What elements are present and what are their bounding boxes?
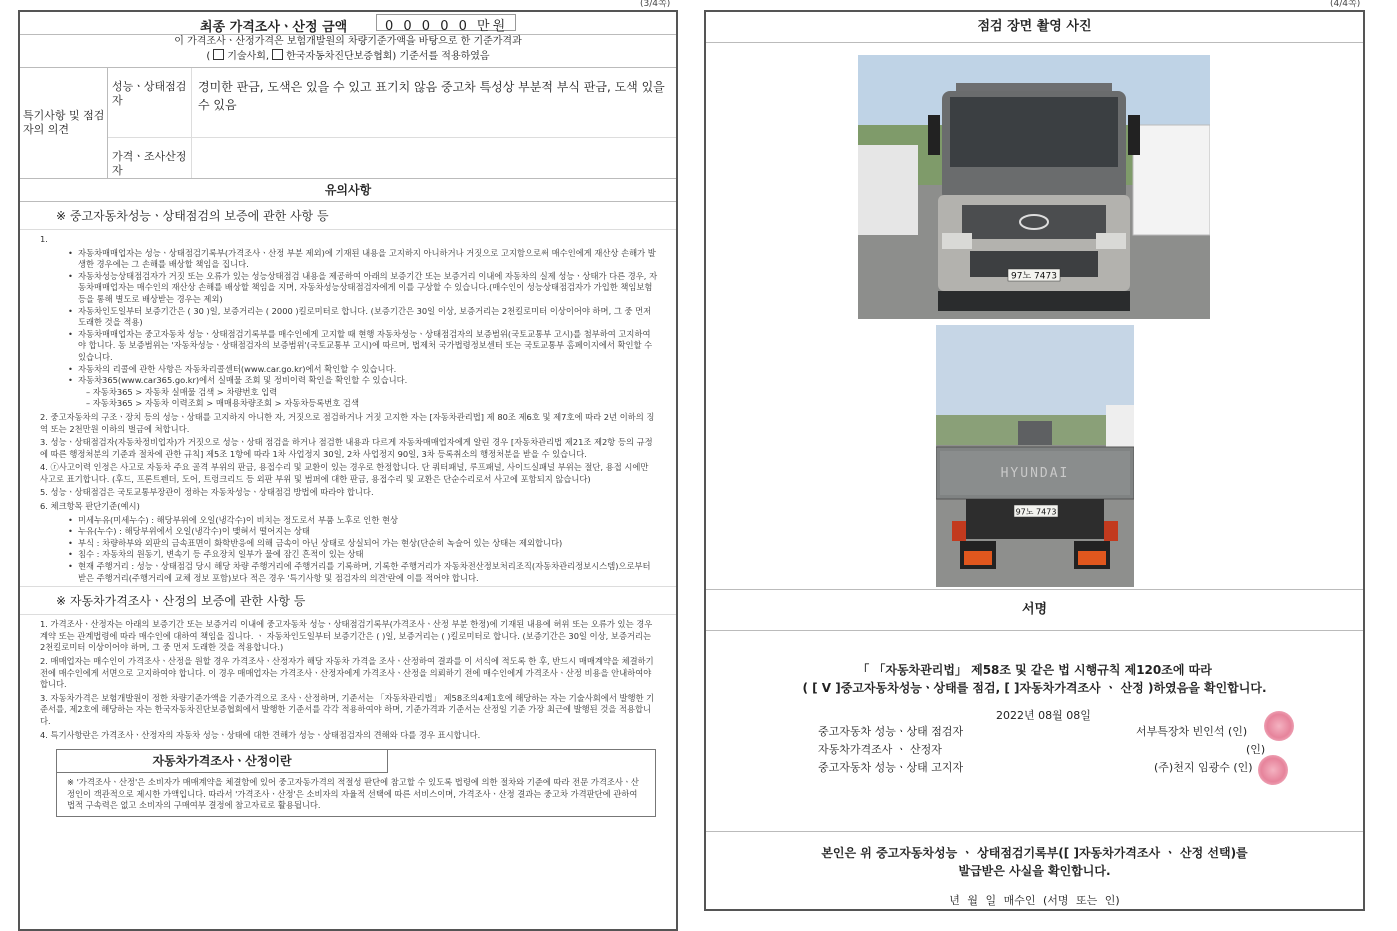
truck-front-photo	[858, 55, 1210, 319]
valuation-definition-title: 자동차가격조사ㆍ산정이란	[57, 750, 388, 773]
signature-date: 2022년 08월 08일	[996, 709, 1091, 722]
rear-brand-text: HYUNDAI	[1000, 466, 1070, 481]
notice-subhead-inspection: ※ 중고자동차성능ㆍ상태점검의 보증에 관한 사항 등	[20, 202, 676, 230]
valuation-note-2: 2. 매매업자는 매수인이 가격조사ㆍ산정을 원할 경우 가격조사ㆍ산정자가 해당 자동차 가격을 조사ㆍ산정하여 결과를 이 서식에 적도록 한 후, 반드시 매매계약을 체결하기 전에 매수인에게 서면으로 고지하여야 합니다. 이 경우 매매업자는 가격조사ㆍ산정자에게 가격조사ㆍ산정을 의뢰하기 전에 매수인에게 가격조사ㆍ산정 비용을 안내하여야 합니다.	[40, 656, 654, 690]
right-page	[704, 10, 1365, 911]
note-1-number: 1.	[40, 234, 48, 244]
price-amount: 0 0 0 0 0 만원	[376, 14, 516, 31]
note-5: 5. 성능ㆍ상태점검은 국토교통부장관이 정하는 자동차성능ㆍ상태점검 방법에 따라야 합니다.	[40, 487, 374, 498]
note-6-bullet-2: • 누유(누수) : 해당부위에서 오일(냉각수)이 맺혀서 떨어지는 상태	[40, 526, 658, 538]
note-4: 4. ⓡ사고이력 인정은 사고로 자동차 주요 골격 부위의 판금, 용접수리 및 교환이 있는 경우로 한정합니다. 단 쿼터패널, 루프패널, 사이드실패널 부위는 절단, 용접 시에만 사고로 표기합니다. (후드, 프론트펜더, 도어, 트렁크리드 등 외판 부위 및 범퍼에 대한 판금, 용접수리 및 교환은 단순수리로서 사고에 포함되지 않습니다)	[40, 462, 649, 484]
price-basis-line2	[20, 49, 676, 68]
inspector-name: 서부특장차 빈인석 (인)	[1136, 725, 1248, 738]
opinion-label: 특기사항 및 점검자의 의견	[20, 68, 108, 178]
note-6-bullet-4: • 침수 : 자동차의 원동기, 변속기 등 주요장치 일부가 물에 잠긴 흔적이 있는 상태	[40, 549, 658, 561]
buyer-signature-line: 년 월 일 매수인 (서명 또는 인)	[949, 894, 1120, 907]
notice-title: 유의사항	[20, 179, 676, 202]
valuation-definition-text: ※ '가격조사ㆍ산정'은 소비자가 매매계약을 체결함에 있어 중고자동가격의 적절성 판단에 참고할 수 있도록 법령에 의한 절차와 기준에 따라 전문 가격조사ㆍ산정인이 객관적으로 제시한 가액입니다. 따라서 '가격조사ㆍ산정'은 소비자의 자율적 선택에 따른 서비스이며, 가격조사ㆍ산정 결과는 중고차 가격판단에 관하여 법적 구속력은 없고 소비자의 구매여부 결정에 참고자료로 활용됩니다.	[67, 777, 639, 811]
assessor-seal: (인)	[1246, 743, 1266, 756]
notice-subhead-valuation: ※ 자동차가격조사ㆍ산정의 보증에 관한 사항 등	[20, 586, 676, 615]
basis-paren: (	[206, 51, 211, 62]
page-number-left: (3/4쪽)	[640, 0, 671, 9]
confirmation-line-2: ( [ V ]중고자동차성능ㆍ상태를 점검, [ ]자동차가격조사 ㆍ 산정 )하였음을 확인합니다.	[802, 681, 1267, 695]
opinion-section	[20, 68, 676, 179]
photo-section	[706, 43, 1363, 590]
price-assessor-opinion	[192, 138, 676, 178]
note-2: 2. 중고자동차의 구조ㆍ장치 등의 성능ㆍ상태를 고지하지 아니한 자, 거짓으로 점검하거나 거짓 고지한 자는 [자동차관리법] 제 80조 제6호 및 제7호에 따라 2년 이하의 징역 또는 2천만원 이하의 벌금에 처합니다.	[40, 411, 655, 434]
notifier-stamp	[1258, 755, 1288, 785]
note-1-dash-2: – 자동차365 > 자동차 이력조회 > 매매용차량조회 > 자동차등록번호 검색	[86, 398, 359, 409]
basis-tech-association: 기술사회,	[227, 51, 270, 62]
signature-confirmation	[706, 661, 1363, 697]
price-basis-line1: 이 가격조사ㆍ산정가격은 보험개발원의 차량기준가액을 바탕으로 한 기준가격과	[174, 36, 522, 47]
price-title: 최종 가격조사ㆍ산정 금액	[200, 20, 348, 35]
price-assessor-label: 가격ㆍ조사산정자	[108, 138, 192, 178]
page-number-right: (4/4쪽)	[1330, 0, 1361, 9]
inspection-notes	[20, 230, 676, 586]
receipt-line-2: 발급받은 사실을 확인합니다.	[958, 864, 1111, 878]
note-6-bullet-1: • 미세누유(미세누수) : 해당부위에 오일(냉각수)이 비치는 정도로서 부품 노후로 인한 현상	[40, 515, 658, 527]
basis-diagnosis-association: 한국자동차진단보증협회) 기준서를 적용하였음	[286, 51, 490, 62]
note-1-bullet-5: • 자동차의 리콜에 관한 사항은 자동차리콜센터(www.car.go.kr)에서 확인할 수 있습니다.	[40, 364, 658, 376]
note-1-bullet-2: • 자동차성능상태점검자가 거짓 또는 오류가 있는 성능상태점검 내용을 제공하여 아래의 보증기간 또는 보증거리 이내에 자동차의 실제 성능ㆍ상태가 다른 경우, 자동차매매업자는 매수인의 재산상 손해를 배상할 책임을 지며, 자동차성능상태점검자에게 이를 구상할 수 있습니다.(매수인이 성능상태점검자가 가입한 책임보험 등을 통해 별도로 배상받는 경우는 제외)	[40, 271, 658, 306]
note-6-bullet-5: • 현재 주행거리 : 성능ㆍ상태점검 당시 해당 차량 주행거리에 주행거리를 기록하며, 기록한 주행거리가 자동차전산정보처리조직(자동차관리정보시스템)으로부터 받은 주행거리(주행거리에 교체 정보 포함)보다 적은 경우 '특기사항 및 점검자의 의견'란에 이를 적어야 합니다.	[40, 561, 658, 584]
valuation-note-4: 4. 특기사항란은 가격조사ㆍ산정자의 자동차 성능ㆍ상태에 대한 견해가 성능ㆍ상태점검자의 견해와 다를 경우 표시합니다.	[40, 729, 481, 740]
role-assessor: 자동차가격조사 ㆍ 산정자	[818, 743, 942, 756]
note-3: 3. 성능ㆍ상태점검자(자동차정비업자)가 거짓으로 성능ㆍ상태 점검을 하거나 점검한 내용과 다르게 자동차매매업자에게 알린 경우 [자동차관리법 제21조 제2항 등의 규정에 따른 행정처분의 기준과 절차에 관한 규칙] 제5조 1항에 따라 1차 사업정지 30일, 2차 사업정지 90일, 3차 등록취소의 행정처분을 받을 수 있습니다.	[40, 437, 653, 459]
perf-inspector-label: 성능ㆍ상태점검자	[108, 68, 192, 137]
valuation-note-1: 1. 가격조사ㆍ산정자는 아래의 보증기간 또는 보증거리 이내에 중고자동차 성능ㆍ상태점검기록부(가격조사ㆍ산정 부분 한정)에 기재된 내용에 허위 또는 오류가 있는 경우 계약 또는 관계법령에 따라 매수인에 대하여 책임을 집니다. ㆍ 자동차인도일부터 보증기간은 ( )일, 보증거리는 ( )킬로미터로 합니다. (보증기간은 30일 이상, 보증거리는 2천킬로미터 이상이어야 하며, 그 중 먼저 도래한 것을 적용합니다.)	[40, 619, 653, 653]
note-6: 6. 체크항목 판단기준(예시)	[40, 501, 140, 512]
note-1-bullet-3: • 자동차인도일부터 보증기간은 ( 30 )일, 보증거리는 ( 2000 )킬로미터로 합니다. (보증기간은 30일 이상, 보증거리는 2천킬로미터 이상이어야 하며, 그 중 먼저 도래한 것을 적용)	[40, 306, 658, 329]
confirmation-line-1: 「 「자동차관리법」 제58조 및 같은 법 시행규칙 제120조에 따라	[857, 663, 1212, 677]
perf-inspector-opinion: 경미한 판금, 도색은 있을 수 있고 표기치 않음 중고차 특성상 부분적 부식 판금, 도색 있을 수 있음	[198, 80, 665, 112]
front-plate-text: 97노 7473	[1011, 271, 1057, 282]
receipt-line-1: 본인은 위 중고자동차성능 ㆍ 상태점검기록부([ ]자동차가격조사 ㆍ 산정 선택)를	[821, 846, 1248, 860]
rear-plate-text: 97노 7473	[1015, 507, 1057, 517]
price-header	[20, 12, 676, 35]
signature-title: 서명	[706, 590, 1363, 631]
signature-section	[706, 631, 1363, 832]
note-6-bullet-3: • 부식 : 차량하부와 외판의 금속표면이 화학반응에 의해 금속이 아닌 상태로 상실되어 가는 현상(단순히 녹슬어 있는 상태는 제외합니다)	[40, 538, 658, 550]
role-inspector: 중고자동차 성능ㆍ상태 점검자	[818, 725, 964, 738]
valuation-definition-box	[56, 749, 656, 817]
left-page	[18, 10, 678, 931]
note-1-bullet-6: • 자동차365(www.car365.go.kr)에서 실매물 조회 및 정비이력 확인을 확인할 수 있습니다.	[40, 375, 658, 387]
note-1-bullet-1: • 자동차매매업자는 성능ㆍ상태점검기록부(가격조사ㆍ산정 부분 제외)에 기재된 내용을 고지하지 아니하거나 거짓으로 고지함으로써 매수인에게 재산상 손해가 발생한 경우에는 그 손해를 배상할 책임을 집니다.	[40, 248, 658, 271]
valuation-notes	[20, 615, 676, 745]
valuation-note-3: 3. 자동차가격은 보험개발원이 정한 차량기준가액을 기준가격으로 조사ㆍ산정하며, 기준서는 「자동차관리법」 제58조의4제1호에 해당하는 자는 기술사회에서 발행한 기준서를, 제2호에 해당하는 자는 한국자동차진단보증협회에서 발행한 기준서를 각각 적용하여야 하며, 기준가격과 기준서는 산정일 기준 가장 최근에 발행된 것을 적용합니다.	[40, 692, 655, 726]
truck-rear-photo	[936, 325, 1134, 587]
role-notifier: 중고자동차 성능ㆍ상태 고지자	[818, 761, 964, 774]
note-1-dash-1: – 자동차365 > 자동차 실매물 검색 > 차량번호 입력	[86, 386, 278, 397]
checkbox-diagnosis-association	[272, 49, 283, 60]
checkbox-tech-association	[213, 49, 224, 60]
photo-section-title: 점검 장면 촬영 사진	[706, 12, 1363, 43]
receipt-confirmation	[706, 832, 1363, 880]
inspector-stamp	[1264, 711, 1294, 741]
notifier-name: (주)천지 임광수 (인)	[1154, 761, 1253, 774]
note-1-bullet-4: • 자동차매매업자는 중고자동차 성능ㆍ상태점검기록부를 매수인에게 고지할 때 현행 자동차성능ㆍ상태점검자의 보증범위(국토교통부 고시)를 첨부하여 고지하여야 합니다. 동 보증범위는 '자동차성능ㆍ상태점검자의 보증범위'(국토교통부 고시)에 따르며, 법제처 국가법령정보센터 또는 국토교통부 홈페이지에서 확인할 수 있습니다.	[40, 329, 658, 364]
